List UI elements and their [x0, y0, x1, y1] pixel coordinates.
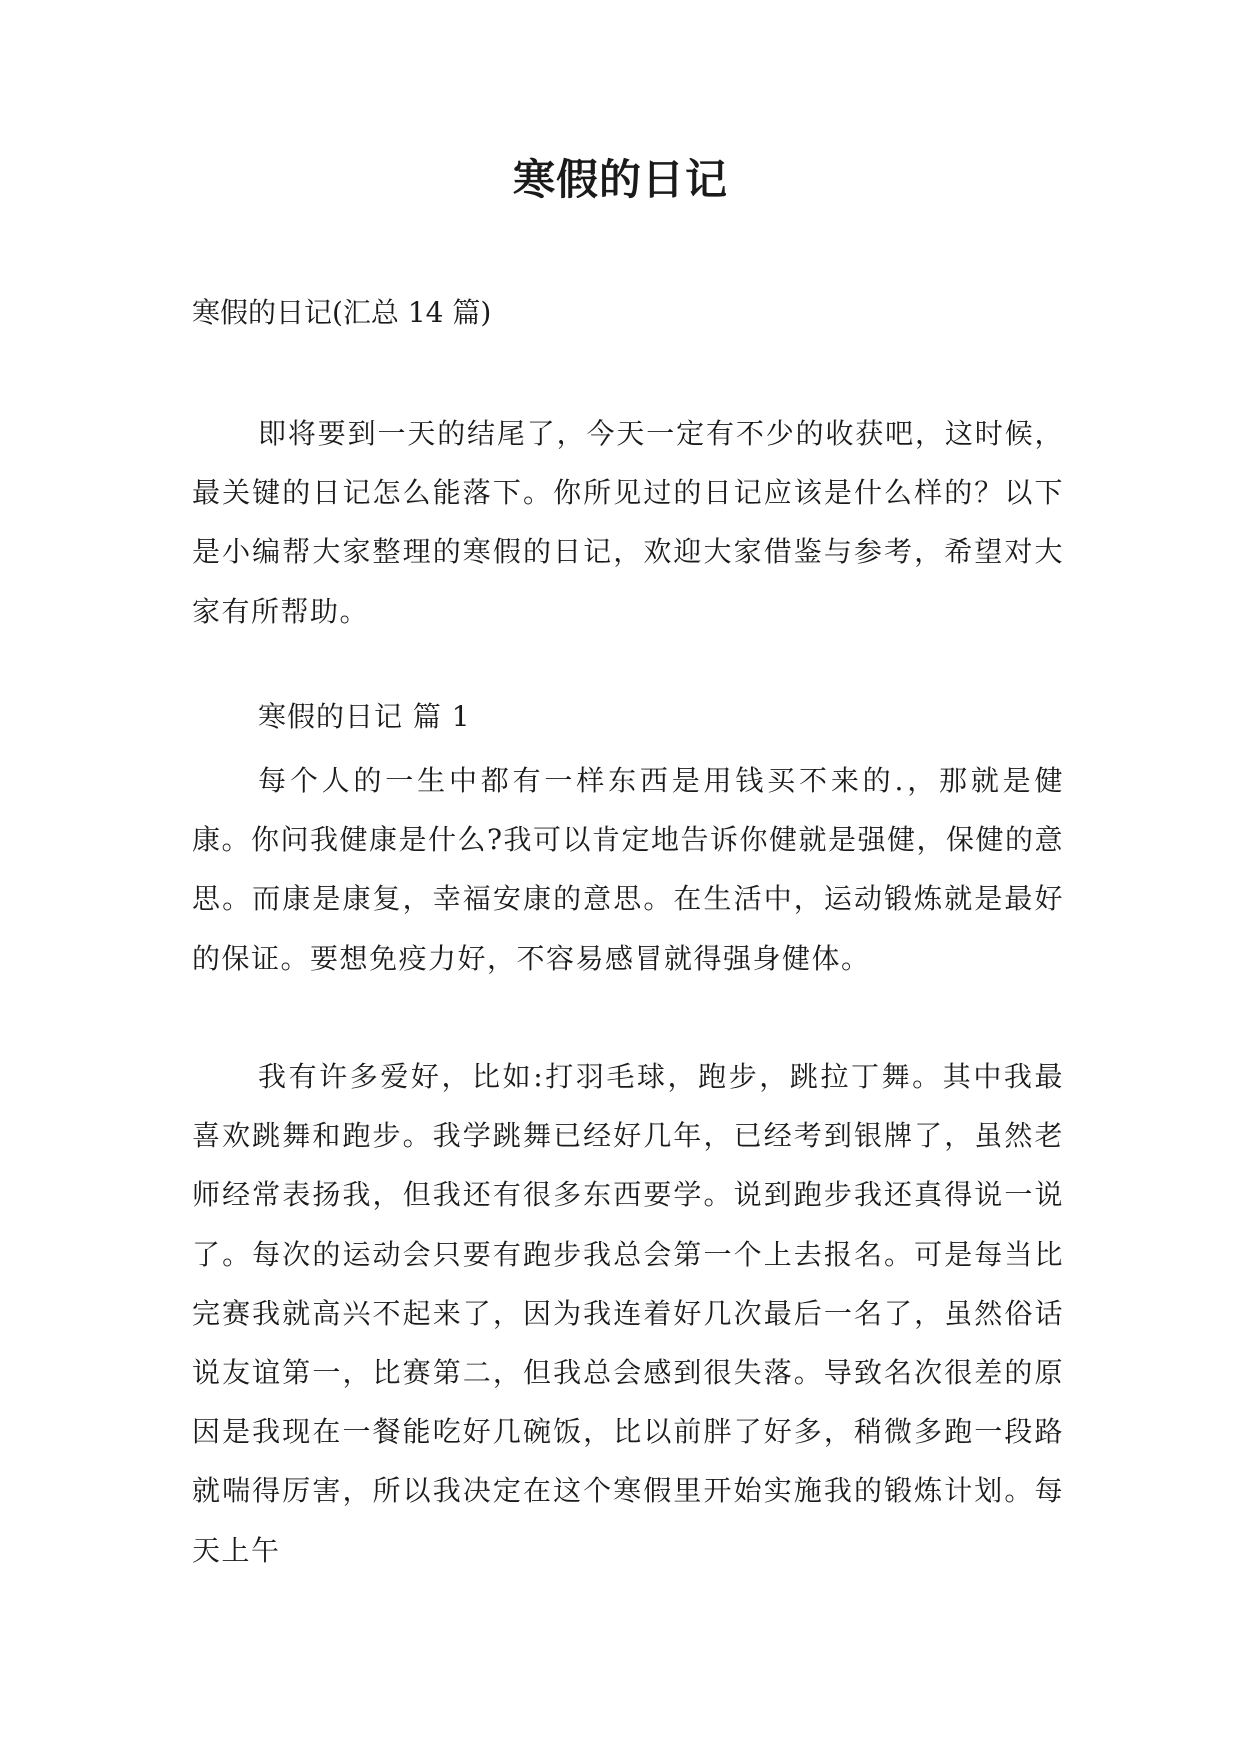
body-paragraph: 每个人的一生中都有一样东西是用钱买不来的.，那就是健康。你问我健康是什么?我可以肯定地告诉你健就是强健，保健的意思。而康是康复，幸福安康的意思。在生活中，运动锻炼就是最好的保证。要想免疫力好，不容易感冒就得强身健体。: [192, 764, 1065, 975]
intro-paragraph: 即将要到一天的结尾了，今天一定有不少的收获吧，这时候，最关键的日记怎么能落下。你所见过的日记应该是什么样的？以下是小编帮大家整理的寒假的日记，欢迎大家借鉴与参考，希望对大家有所帮助。: [192, 417, 1064, 628]
body-paragraph: 我有许多爱好，比如:打羽毛球，跑步，跳拉丁舞。其中我最喜欢跳舞和跑步。我学跳舞已经好几年，已经考到银牌了，虽然老师经常表扬我，但我还有很多东西要学。说到跑步我还真得说一说了。每次的运动会只要有跑步我总会第一个上去报名。可是每当比完赛我就高兴不起来了，因为我连着好几次最后一名了，虽然俗话说友谊第一，比赛第二，但我总会感到很失落。导致名次很差的原因是我现在一餐能吃好几碗饭，比以前胖了好多，稍微多跑一段路就喘得厉害，所以我决定在这个寒假里开始实施我的锻炼计划。每天上午: [192, 1060, 1064, 1567]
section-heading: 寒假的日记 篇 1: [258, 700, 471, 733]
document-title: 寒假的日记: [512, 155, 728, 204]
document-subtitle: 寒假的日记(汇总 14 篇): [192, 296, 492, 329]
